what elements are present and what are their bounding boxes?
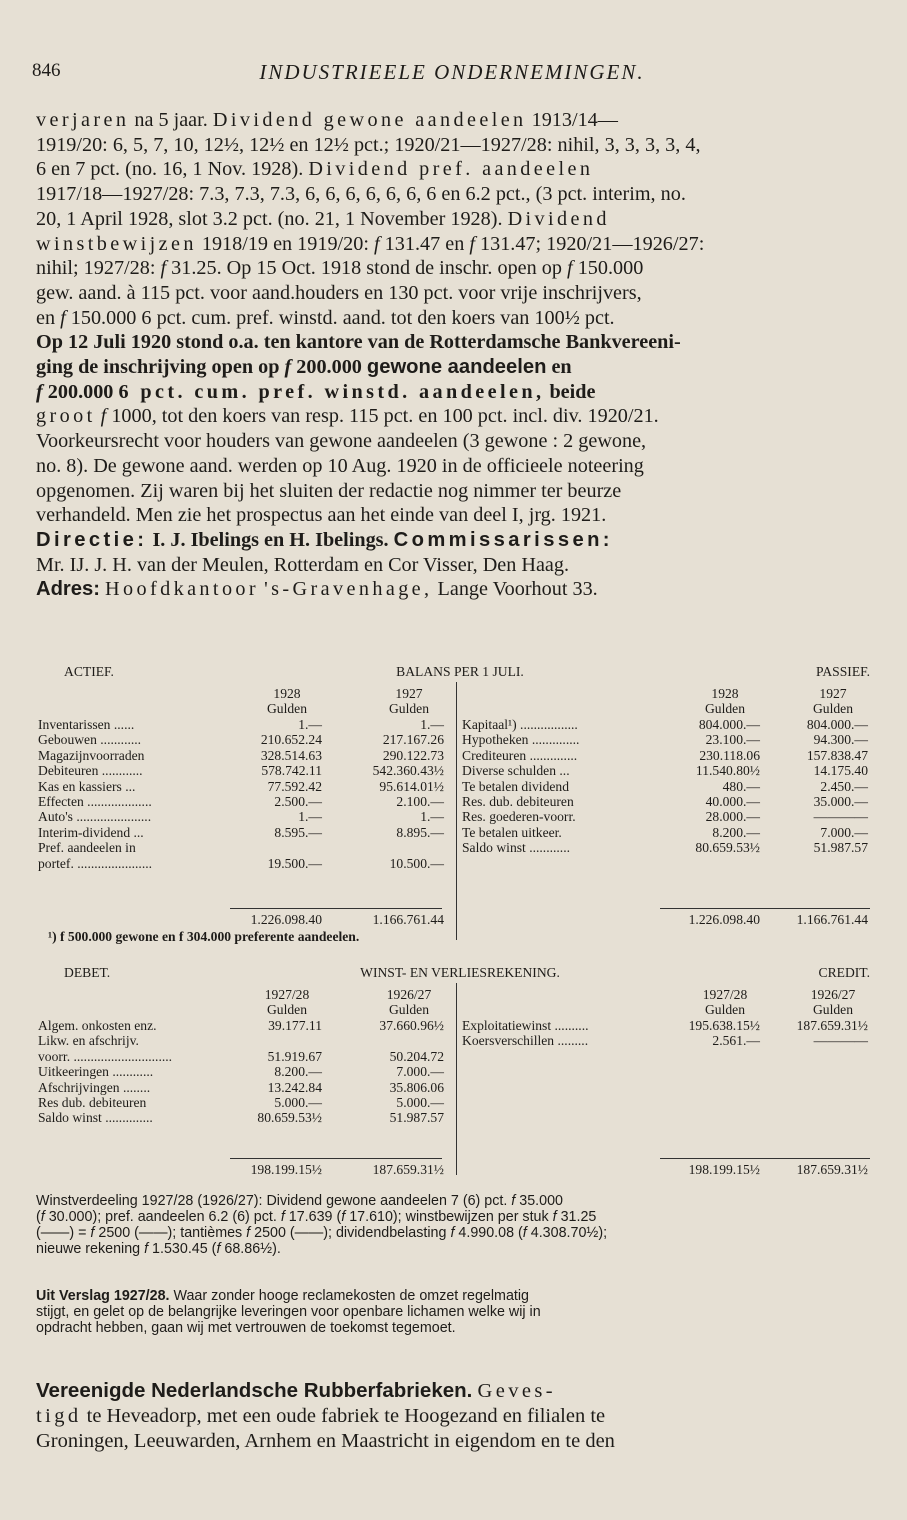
year-col-2: 1926/27 (810, 987, 856, 1002)
row-value: 95.614.01½ (379, 778, 444, 794)
year-col-2: 1927 (395, 686, 423, 701)
row-value: 328.514.63 (260, 747, 322, 763)
page-number: 846 (32, 60, 61, 81)
currency-label: Gulden (388, 1002, 430, 1018)
row-value: 7.000.— (820, 824, 868, 840)
row-value: 542.360.43½ (372, 763, 444, 779)
entry-line (36, 1404, 874, 1430)
text-run: Dividend pref. aandeelen (308, 158, 594, 181)
row-label: Saldo winst .............. (38, 1110, 153, 1126)
row-value: 80.659.53½ (257, 1110, 322, 1126)
text-run: tigd (36, 1404, 82, 1427)
text-run: 1.530.45 ( (148, 1241, 217, 1257)
text-run: f (552, 1209, 557, 1225)
currency-label: Gulden (812, 1002, 854, 1018)
text-run: 131.47 en (379, 232, 470, 255)
text-run: 1919/20: 6, 5, 7, 10, 12½, 12½ en 12½ pct.; 1920/21—1927/28: nihil, 3, 3, 3, 3, 4, (36, 133, 701, 156)
report-line (36, 1320, 874, 1336)
text-run: 2500 (——); dividendbelasting (250, 1225, 451, 1241)
text-run: te Heveadorp, met een oude fabriek te Hoogezand en filialen te (81, 1404, 606, 1427)
row-value: 50.204.72 (389, 1048, 444, 1064)
row-label: Inventarissen ...... (38, 717, 135, 732)
total-rule (230, 1158, 442, 1159)
text-run: 6 pct. cum. pref. winstd. aandeelen, (118, 380, 545, 403)
row-label: Te betalen uitkeer. (462, 824, 562, 840)
row-label: Diverse schulden ... (462, 763, 570, 779)
row-value: ———— (813, 809, 868, 825)
text-run: Dividend gewone aandeelen (212, 109, 527, 131)
row-value: 51.987.57 (389, 1110, 444, 1126)
total-value: 1.166.761.44 (372, 912, 444, 927)
row-label: Kapitaal¹) ................. (462, 717, 578, 732)
text-run: f (469, 232, 475, 255)
row-value: 1.— (298, 717, 322, 732)
text-run: winstbewijzen (36, 232, 197, 255)
text-run: 2500 (——); tantièmes (94, 1225, 247, 1241)
currency-label: Gulden (704, 701, 746, 717)
text-run: nihil; 1927/28: (36, 257, 161, 280)
row-value: 217.167.26 (382, 732, 444, 748)
total-rule (660, 1158, 870, 1159)
text-run: Groningen, Leeuwarden, Arnhem en Maastricht in eigendom en te den (36, 1430, 615, 1452)
text-run: ging de inschrijving open op (36, 356, 285, 378)
table-title: BALANS PER 1 JULI. (396, 664, 524, 679)
text-run: beide (544, 380, 596, 403)
row-value: 5.000.— (396, 1095, 444, 1110)
text-run: gewone aandeelen (366, 356, 547, 378)
text-run: f (36, 380, 43, 403)
text-run: Directie: (36, 528, 148, 551)
row-value: 290.122.73 (382, 747, 444, 763)
text-run: f (60, 306, 66, 329)
year-col-2: 1926/27 (386, 987, 432, 1002)
row-label: Afschrijvingen ........ (38, 1079, 151, 1095)
left-head: DEBET. (64, 965, 111, 980)
row-value: 480.— (722, 778, 760, 794)
row-value: 157.838.47 (806, 747, 868, 763)
total-value: 187.659.31½ (372, 1162, 444, 1177)
row-value: 37.660.96½ (379, 1018, 444, 1033)
text-run: f (280, 1209, 285, 1225)
currency-label: Gulden (812, 701, 854, 717)
row-value: 40.000.— (705, 794, 760, 809)
text-run: f (511, 1193, 516, 1209)
row-value: 210.652.24 (260, 732, 322, 748)
right-head: CREDIT. (818, 965, 870, 980)
text-run: en (546, 356, 572, 378)
row-value: 10.500.— (389, 855, 444, 871)
total-value: 1.226.098.40 (250, 912, 322, 927)
currency-label: Gulden (388, 701, 430, 717)
row-value: 23.100.— (705, 732, 760, 748)
row-label: Auto's ...................... (38, 809, 152, 825)
row-value: 80.659.53½ (695, 840, 760, 856)
text-run: 35.000 (515, 1193, 563, 1209)
row-value: 51.919.67 (267, 1048, 322, 1064)
row-label: Res. dub. debiteuren (462, 794, 574, 809)
row-label: Interim-dividend ... (38, 824, 144, 840)
text-run: f (284, 356, 292, 378)
row-value: 35.806.06 (389, 1079, 444, 1095)
text-run: 6 en 7 pct. (no. 16, 1 Nov. 1928). (36, 158, 309, 181)
row-value: 77.592.42 (267, 778, 322, 794)
text-run: Vereenigde Nederlandsche Rubberfabrieken. (36, 1379, 473, 1402)
text-run: Winstverdeeling 1927/28 (1926/27): Dividend gewone aandeelen 7 (6) pct. (36, 1193, 512, 1209)
text-run: verjaren (36, 109, 130, 131)
currency-label: Gulden (266, 701, 308, 717)
text-run: 17.639 ( (284, 1209, 342, 1225)
total-value: 1.226.098.40 (688, 912, 760, 927)
row-label: Saldo winst ............ (462, 840, 570, 856)
row-value: 5.000.— (274, 1095, 322, 1110)
text-run: stijgt, en gelet op de belangrijke leveringen voor openbare lichamen welke wij in (36, 1304, 541, 1320)
text-run: 131.47; 1920/21—1926/27: (474, 232, 705, 255)
right-head: PASSIEF. (816, 664, 870, 679)
row-value: 2.100.— (396, 794, 444, 809)
text-run: 31.25 (556, 1209, 597, 1225)
text-run: na 5 jaar. (129, 109, 213, 131)
row-value: 8.895.— (396, 824, 444, 840)
text-run: Uit Verslag 1927/28. (36, 1288, 170, 1304)
year-col-1: 1928 (273, 686, 301, 701)
text-run: verhandeld. Men zie het prospectus aan het einde van deel I, jrg. 1921. (36, 504, 607, 527)
row-value: 1.— (298, 809, 322, 825)
row-value: 8.200.— (274, 1064, 322, 1080)
text-run: 200.000 (291, 356, 367, 378)
row-label: Res dub. debiteuren (38, 1095, 147, 1110)
text-run: 17.610); winstbewijzen per stuk (345, 1209, 553, 1225)
text-run: 1913/14— (526, 109, 618, 131)
report-line (36, 1288, 874, 1304)
row-value: 8.595.— (274, 824, 322, 840)
row-value: 2.561.— (712, 1033, 760, 1049)
row-label: Effecten ................... (38, 794, 152, 809)
table-footnote: ¹) f 500.000 gewone en f 304.000 preferente aandeelen. (48, 929, 360, 944)
text-run: Dividend (507, 207, 610, 230)
text-run: 1917/18—1927/28: 7.3, 7.3, 7.3, 6, 6, 6, 6, 6, 6, 6 en 6.2 pct., (3 pct. interim, no. (36, 183, 686, 206)
text-run: 68.86½). (220, 1241, 281, 1257)
row-value: 804.000.— (698, 717, 760, 732)
text-run: Mr. IJ. J. H. van der Meulen, Rotterdam en Cor Visser, Den Haag. (36, 553, 570, 576)
row-value: 8.200.— (712, 824, 760, 840)
distribution-line (36, 1225, 874, 1241)
distribution-line (36, 1241, 874, 1257)
text-run: f (341, 1209, 346, 1225)
row-label: Likw. en afschrijv. (38, 1033, 139, 1049)
header-title: INDUSTRIEELE ONDERNEMINGEN. (259, 60, 645, 84)
entry-line (36, 1378, 874, 1405)
text-run: Hoofdkantoor (105, 578, 260, 601)
text-run: Geves- (477, 1380, 556, 1402)
text-run: f (567, 257, 573, 280)
year-col-1: 1927/28 (264, 987, 310, 1002)
currency-label: Gulden (704, 1002, 746, 1018)
row-label: Algem. onkosten enz. (38, 1018, 157, 1033)
row-value: 1.— (420, 717, 444, 732)
row-value: 2.450.— (820, 778, 868, 794)
text-run: f (40, 1209, 45, 1225)
text-run: Adres: (36, 578, 100, 601)
text-run: Waar zonder hooge reclamekosten de omzet regelmatig (169, 1288, 529, 1304)
text-run: (——) = (36, 1225, 91, 1241)
text-run: Lange Voorhout 33. (432, 578, 598, 601)
text-run: nieuwe rekening (36, 1241, 145, 1257)
row-value: 11.540.80½ (695, 763, 760, 779)
row-value: 51.987.57 (813, 840, 868, 856)
left-head: ACTIEF. (64, 664, 114, 679)
row-value: 804.000.— (806, 717, 868, 732)
row-label: Gebouwen ............ (38, 732, 142, 748)
text-run: Voorkeursrecht voor houders van gewone aandeelen (3 gewone : 2 gewone, (36, 430, 647, 453)
distribution-line (36, 1193, 874, 1209)
row-value: 195.638.15½ (688, 1018, 760, 1033)
row-value: ———— (813, 1033, 868, 1049)
text-run: f (522, 1225, 527, 1241)
row-label: Uitkeeringen ............ (38, 1064, 154, 1080)
text-run: f (246, 1225, 251, 1241)
text-run: f (160, 257, 167, 280)
text-run: 's-Gravenhage, (264, 578, 433, 601)
row-value: 578.742.11 (261, 763, 322, 779)
total-value: 1.166.761.44 (796, 912, 868, 927)
row-value: 187.659.31½ (796, 1018, 868, 1033)
year-col-1: 1928 (711, 686, 739, 701)
row-label: Kas en kassiers ... (38, 778, 136, 794)
text-run: 30.000); pref. aandeelen 6.2 (6) pct. (44, 1209, 281, 1225)
row-value: 94.300.— (813, 732, 868, 748)
text-run: 4.990.08 ( (454, 1225, 523, 1241)
row-value: 1.— (420, 809, 444, 825)
text-run: 1918/19 en 1919/20: (196, 232, 375, 255)
text-run: Commissarissen: (393, 528, 613, 551)
text-run: f (100, 405, 107, 428)
text-run: 200.000 (42, 380, 119, 403)
text-run: en (36, 306, 61, 329)
row-label: Magazijnvoorraden (38, 747, 145, 763)
column-divider (456, 983, 457, 1175)
row-label: Hypotheken .............. (462, 732, 580, 748)
row-label: Pref. aandeelen in (38, 840, 136, 856)
total-value: 198.199.15½ (250, 1162, 322, 1177)
row-label: Exploitatiewinst .......... (462, 1018, 589, 1033)
text-run: 1000, tot den koers van resp. 115 pct. en 100 pct. incl. div. 1920/21. (106, 405, 659, 428)
text-run: 20, 1 April 1928, slot 3.2 pct. (no. 21, 1 November 1928). (36, 207, 508, 230)
text-run: 4.308.70½); (526, 1225, 608, 1241)
row-label: portef. ...................... (38, 855, 153, 871)
text-run: f (374, 232, 380, 255)
text-run: groot (36, 405, 96, 428)
text-run: gew. aand. à 115 pct. voor aand.houders en 130 pct. voor vrije inschrijvers, (36, 281, 642, 304)
currency-label: Gulden (266, 1002, 308, 1018)
table-title: WINST- EN VERLIESREKENING. (360, 965, 560, 980)
row-label: Res. goederen-voorr. (462, 809, 576, 825)
text-run: f (450, 1225, 455, 1241)
year-col-2: 1927 (819, 686, 847, 701)
row-label: Crediteuren .............. (462, 747, 578, 763)
row-value: 28.000.— (705, 809, 760, 825)
row-value: 35.000.— (813, 794, 868, 809)
row-value: 39.177.11 (268, 1018, 322, 1033)
text-run: f (144, 1241, 149, 1257)
text-run: 150.000 6 pct. cum. pref. winstd. aand. tot den koers van 100½ pct. (65, 306, 615, 329)
text-run: f (216, 1241, 221, 1257)
total-value: 187.659.31½ (796, 1162, 868, 1177)
year-col-1: 1927/28 (702, 987, 748, 1002)
row-value: 14.175.40 (813, 763, 868, 779)
row-label: Te betalen dividend (462, 778, 570, 794)
row-value: 230.118.06 (699, 747, 760, 763)
text-run: Op 12 Juli 1920 stond o.a. ten kantore van de Rotterdamsche Bankvereeni- (36, 331, 681, 354)
text-run: f (90, 1225, 95, 1241)
entry-line (36, 1429, 874, 1455)
text-run: I. J. Ibelings en H. Ibelings. (147, 528, 394, 551)
report-line (36, 1304, 874, 1320)
row-value: 7.000.— (396, 1064, 444, 1080)
text-run: 150.000 (572, 257, 644, 280)
row-label: Debiteuren ............ (38, 763, 143, 779)
text-run: 31.25. Op 15 Oct. 1918 stond de inschr. open op (166, 257, 568, 280)
text-run: opdracht hebben, gaan wij met vertrouwen de toekomst tegemoet. (36, 1320, 456, 1336)
text-run: ( (36, 1209, 41, 1225)
row-label: Koersverschillen ......... (462, 1033, 589, 1049)
distribution-line (36, 1209, 874, 1225)
text-run: opgenomen. Zij waren bij het sluiten der redactie nog nimmer ter beurze (36, 479, 622, 502)
row-value: 19.500.— (267, 855, 322, 871)
text-run: no. 8). De gewone aand. werden op 10 Aug. 1920 in de officieele noteering (36, 454, 644, 477)
row-value: 13.242.84 (267, 1079, 322, 1095)
row-value: 2.500.— (274, 794, 322, 809)
row-label: voorr. ............................. (38, 1048, 173, 1064)
total-value: 198.199.15½ (688, 1162, 760, 1177)
